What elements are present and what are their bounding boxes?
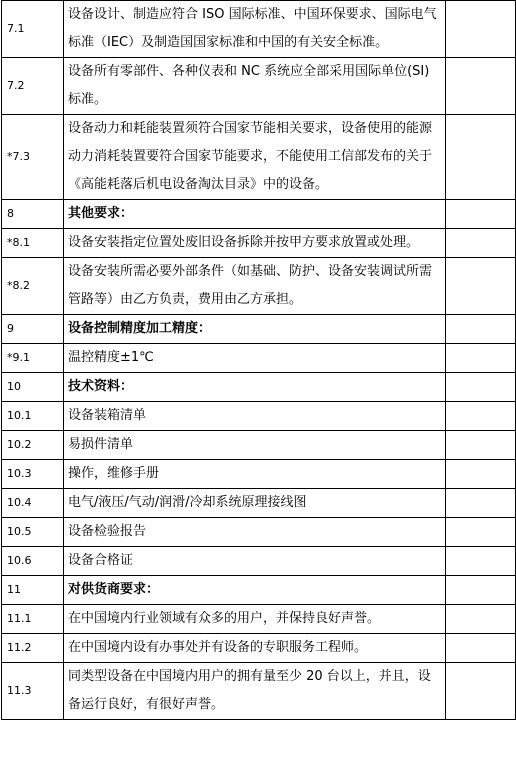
section-heading: 其他要求： <box>64 200 446 229</box>
item-number: 11.2 <box>2 634 64 663</box>
table-row <box>2 229 516 258</box>
item-number: 10.1 <box>2 402 64 431</box>
empty-cell <box>446 431 516 460</box>
requirement-text: 在中国境内行业领域有众多的用户，并保持良好声誉。 <box>64 605 446 634</box>
table-row <box>2 315 516 344</box>
item-number: *8.1 <box>2 229 64 258</box>
item-number: 10.5 <box>2 518 64 547</box>
requirement-text: 同类型设备在中国境内用户的拥有量至少 20 台以上，并且，设备运行良好，有很好声誉。 <box>64 663 446 720</box>
empty-cell <box>446 373 516 402</box>
table-row <box>2 634 516 663</box>
item-number: 8 <box>2 200 64 229</box>
item-number: 7.2 <box>2 58 64 115</box>
table-row <box>2 663 516 720</box>
empty-cell <box>446 229 516 258</box>
table-row <box>2 402 516 431</box>
requirement-text: 设备合格证 <box>64 547 446 576</box>
requirement-text: 设备检验报告 <box>64 518 446 547</box>
requirement-text: 设备安装指定位置处废旧设备拆除并按甲方要求放置或处理。 <box>64 229 446 258</box>
table-row <box>2 431 516 460</box>
item-number: 10.2 <box>2 431 64 460</box>
requirement-text: 设备装箱清单 <box>64 402 446 431</box>
requirements-table <box>1 0 516 720</box>
requirement-text: 易损件清单 <box>64 431 446 460</box>
item-number: 11.1 <box>2 605 64 634</box>
empty-cell <box>446 634 516 663</box>
table-row <box>2 576 516 605</box>
table-row <box>2 1 516 58</box>
item-number: 11.3 <box>2 663 64 720</box>
empty-cell <box>446 460 516 489</box>
item-number: 10.4 <box>2 489 64 518</box>
requirement-text: 设备设计、制造应符合 ISO 国际标准、中国环保要求、国际电气标准（IEC）及制造国国家标准和中国的有关安全标准。 <box>64 1 446 58</box>
requirement-text: 设备所有零部件、各种仪表和 NC 系统应全部采用国际单位(SI)标准。 <box>64 58 446 115</box>
empty-cell <box>446 115 516 200</box>
empty-cell <box>446 605 516 634</box>
table-row <box>2 258 516 315</box>
table-row <box>2 115 516 200</box>
item-number: *7.3 <box>2 115 64 200</box>
item-number: *8.2 <box>2 258 64 315</box>
requirement-text: 设备安装所需必要外部条件（如基础、防护、设备安装调试所需管路等）由乙方负责，费用由乙方承担。 <box>64 258 446 315</box>
table-row <box>2 489 516 518</box>
empty-cell <box>446 344 516 373</box>
requirements-table-body <box>2 1 516 720</box>
requirement-text: 温控精度±1℃ <box>64 344 446 373</box>
item-number: 7.1 <box>2 1 64 58</box>
requirement-text: 设备动力和耗能装置须符合国家节能相关要求，设备使用的能源动力消耗装置要符合国家节能要求，不能使用工信部发布的关于《高能耗落后机电设备淘汰目录》中的设备。 <box>64 115 446 200</box>
item-number: 10.6 <box>2 547 64 576</box>
empty-cell <box>446 258 516 315</box>
empty-cell <box>446 200 516 229</box>
empty-cell <box>446 58 516 115</box>
requirement-text: 电气/液压/气动/润滑/冷却系统原理接线图 <box>64 489 446 518</box>
empty-cell <box>446 489 516 518</box>
table-row <box>2 58 516 115</box>
empty-cell <box>446 663 516 720</box>
empty-cell <box>446 402 516 431</box>
section-heading: 对供货商要求： <box>64 576 446 605</box>
item-number: *9.1 <box>2 344 64 373</box>
empty-cell <box>446 518 516 547</box>
item-number: 10.3 <box>2 460 64 489</box>
table-row <box>2 373 516 402</box>
empty-cell <box>446 1 516 58</box>
table-row <box>2 518 516 547</box>
table-row <box>2 344 516 373</box>
empty-cell <box>446 576 516 605</box>
table-row <box>2 460 516 489</box>
table-row <box>2 547 516 576</box>
item-number: 9 <box>2 315 64 344</box>
item-number: 11 <box>2 576 64 605</box>
table-row <box>2 200 516 229</box>
item-number: 10 <box>2 373 64 402</box>
empty-cell <box>446 315 516 344</box>
section-heading: 技术资料： <box>64 373 446 402</box>
section-heading: 设备控制精度加工精度： <box>64 315 446 344</box>
table-row <box>2 605 516 634</box>
requirement-text: 在中国境内设有办事处并有设备的专职服务工程师。 <box>64 634 446 663</box>
empty-cell <box>446 547 516 576</box>
requirement-text: 操作，维修手册 <box>64 460 446 489</box>
